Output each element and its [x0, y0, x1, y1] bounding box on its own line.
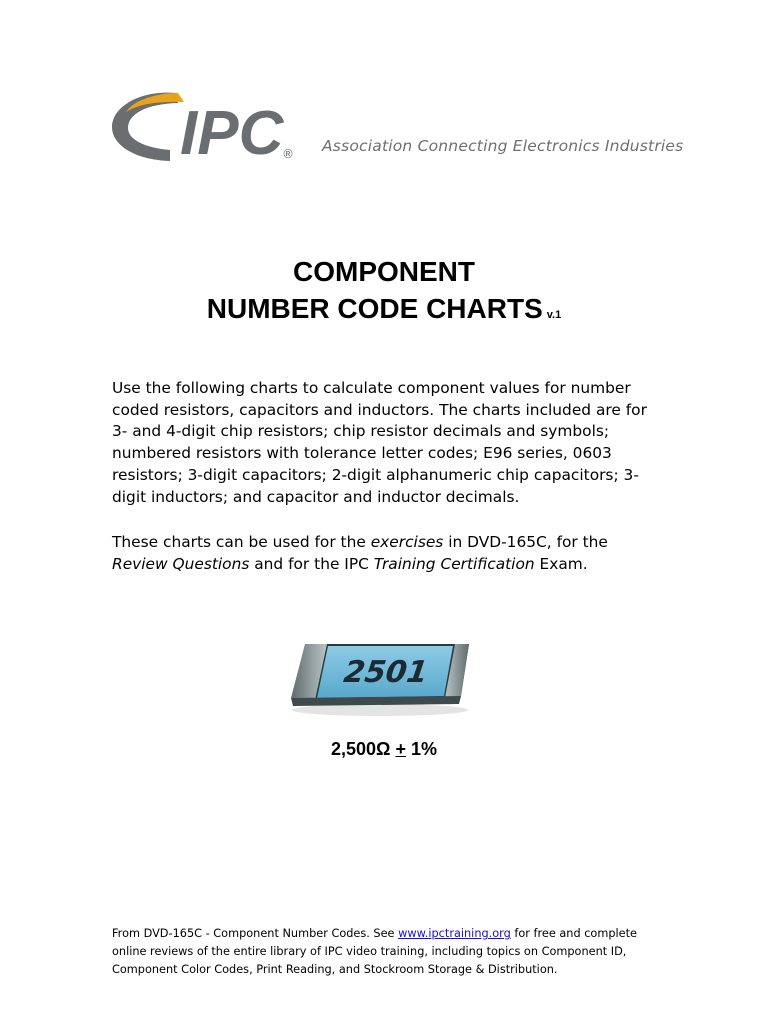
footer-line-3: Component Color Codes, Print Reading, and Stockroom Storage & Distribution.: [112, 963, 558, 976]
intro-line: digit inductors; and capacitor and inductor decimals.: [112, 487, 520, 506]
usage-line-1: These charts can be used for the exercises in DVD-165C, for the: [112, 533, 608, 551]
intro-line: Use the following charts to calculate component values for number: [112, 379, 631, 397]
ipc-logo: [108, 88, 658, 168]
footer-line-2: online reviews of the entire library of IPC video training, including topics on Component ID,: [112, 945, 627, 958]
title-line-2: [0, 290, 768, 334]
version-label: v.1: [546, 309, 562, 321]
chip-marking: 2501: [341, 655, 431, 690]
intro-line: resistors; 3-digit capacitors; 2-digit alphanumeric chip capacitors; 3-: [112, 465, 639, 484]
logo-text: IPC: [180, 99, 284, 168]
usage-line-2: Review Questions and for the IPC Training Certification Exam.: [112, 554, 588, 573]
title-line-1: COMPONENT: [293, 256, 475, 287]
review-questions-term: Review Questions: [112, 554, 250, 573]
tagline: Association Connecting Electronics Industries: [322, 137, 684, 155]
usage-paragraph: [112, 532, 672, 575]
plus-minus-symbol: +: [395, 739, 406, 759]
intro-line: numbered resistors with tolerance letter codes; E96 series, 0603: [112, 444, 612, 463]
footer-note: [112, 925, 672, 979]
registered-mark: ®: [282, 147, 294, 161]
resistor-value-caption: 2,500Ω + 1%: [330, 739, 438, 759]
chip-resistor-image: [285, 636, 475, 718]
intro-line: coded resistors, capacitors and inductors. The charts included are for: [112, 400, 647, 419]
title-main: NUMBER CODE CHARTS: [206, 293, 543, 324]
intro-paragraph: [112, 378, 672, 508]
training-certification-term: Training Certification: [373, 554, 535, 573]
exercises-term: exercises: [370, 533, 444, 551]
intro-line: 3- and 4-digit chip resistors; chip resistor decimals and symbols;: [112, 422, 610, 441]
ipctraining-link[interactable]: www.ipctraining.org: [398, 927, 511, 940]
footer-line-1: From DVD-165C - Component Number Codes. See www.ipctraining.org for free and complete: [112, 927, 637, 940]
ipc-logo-mark: [108, 88, 658, 168]
